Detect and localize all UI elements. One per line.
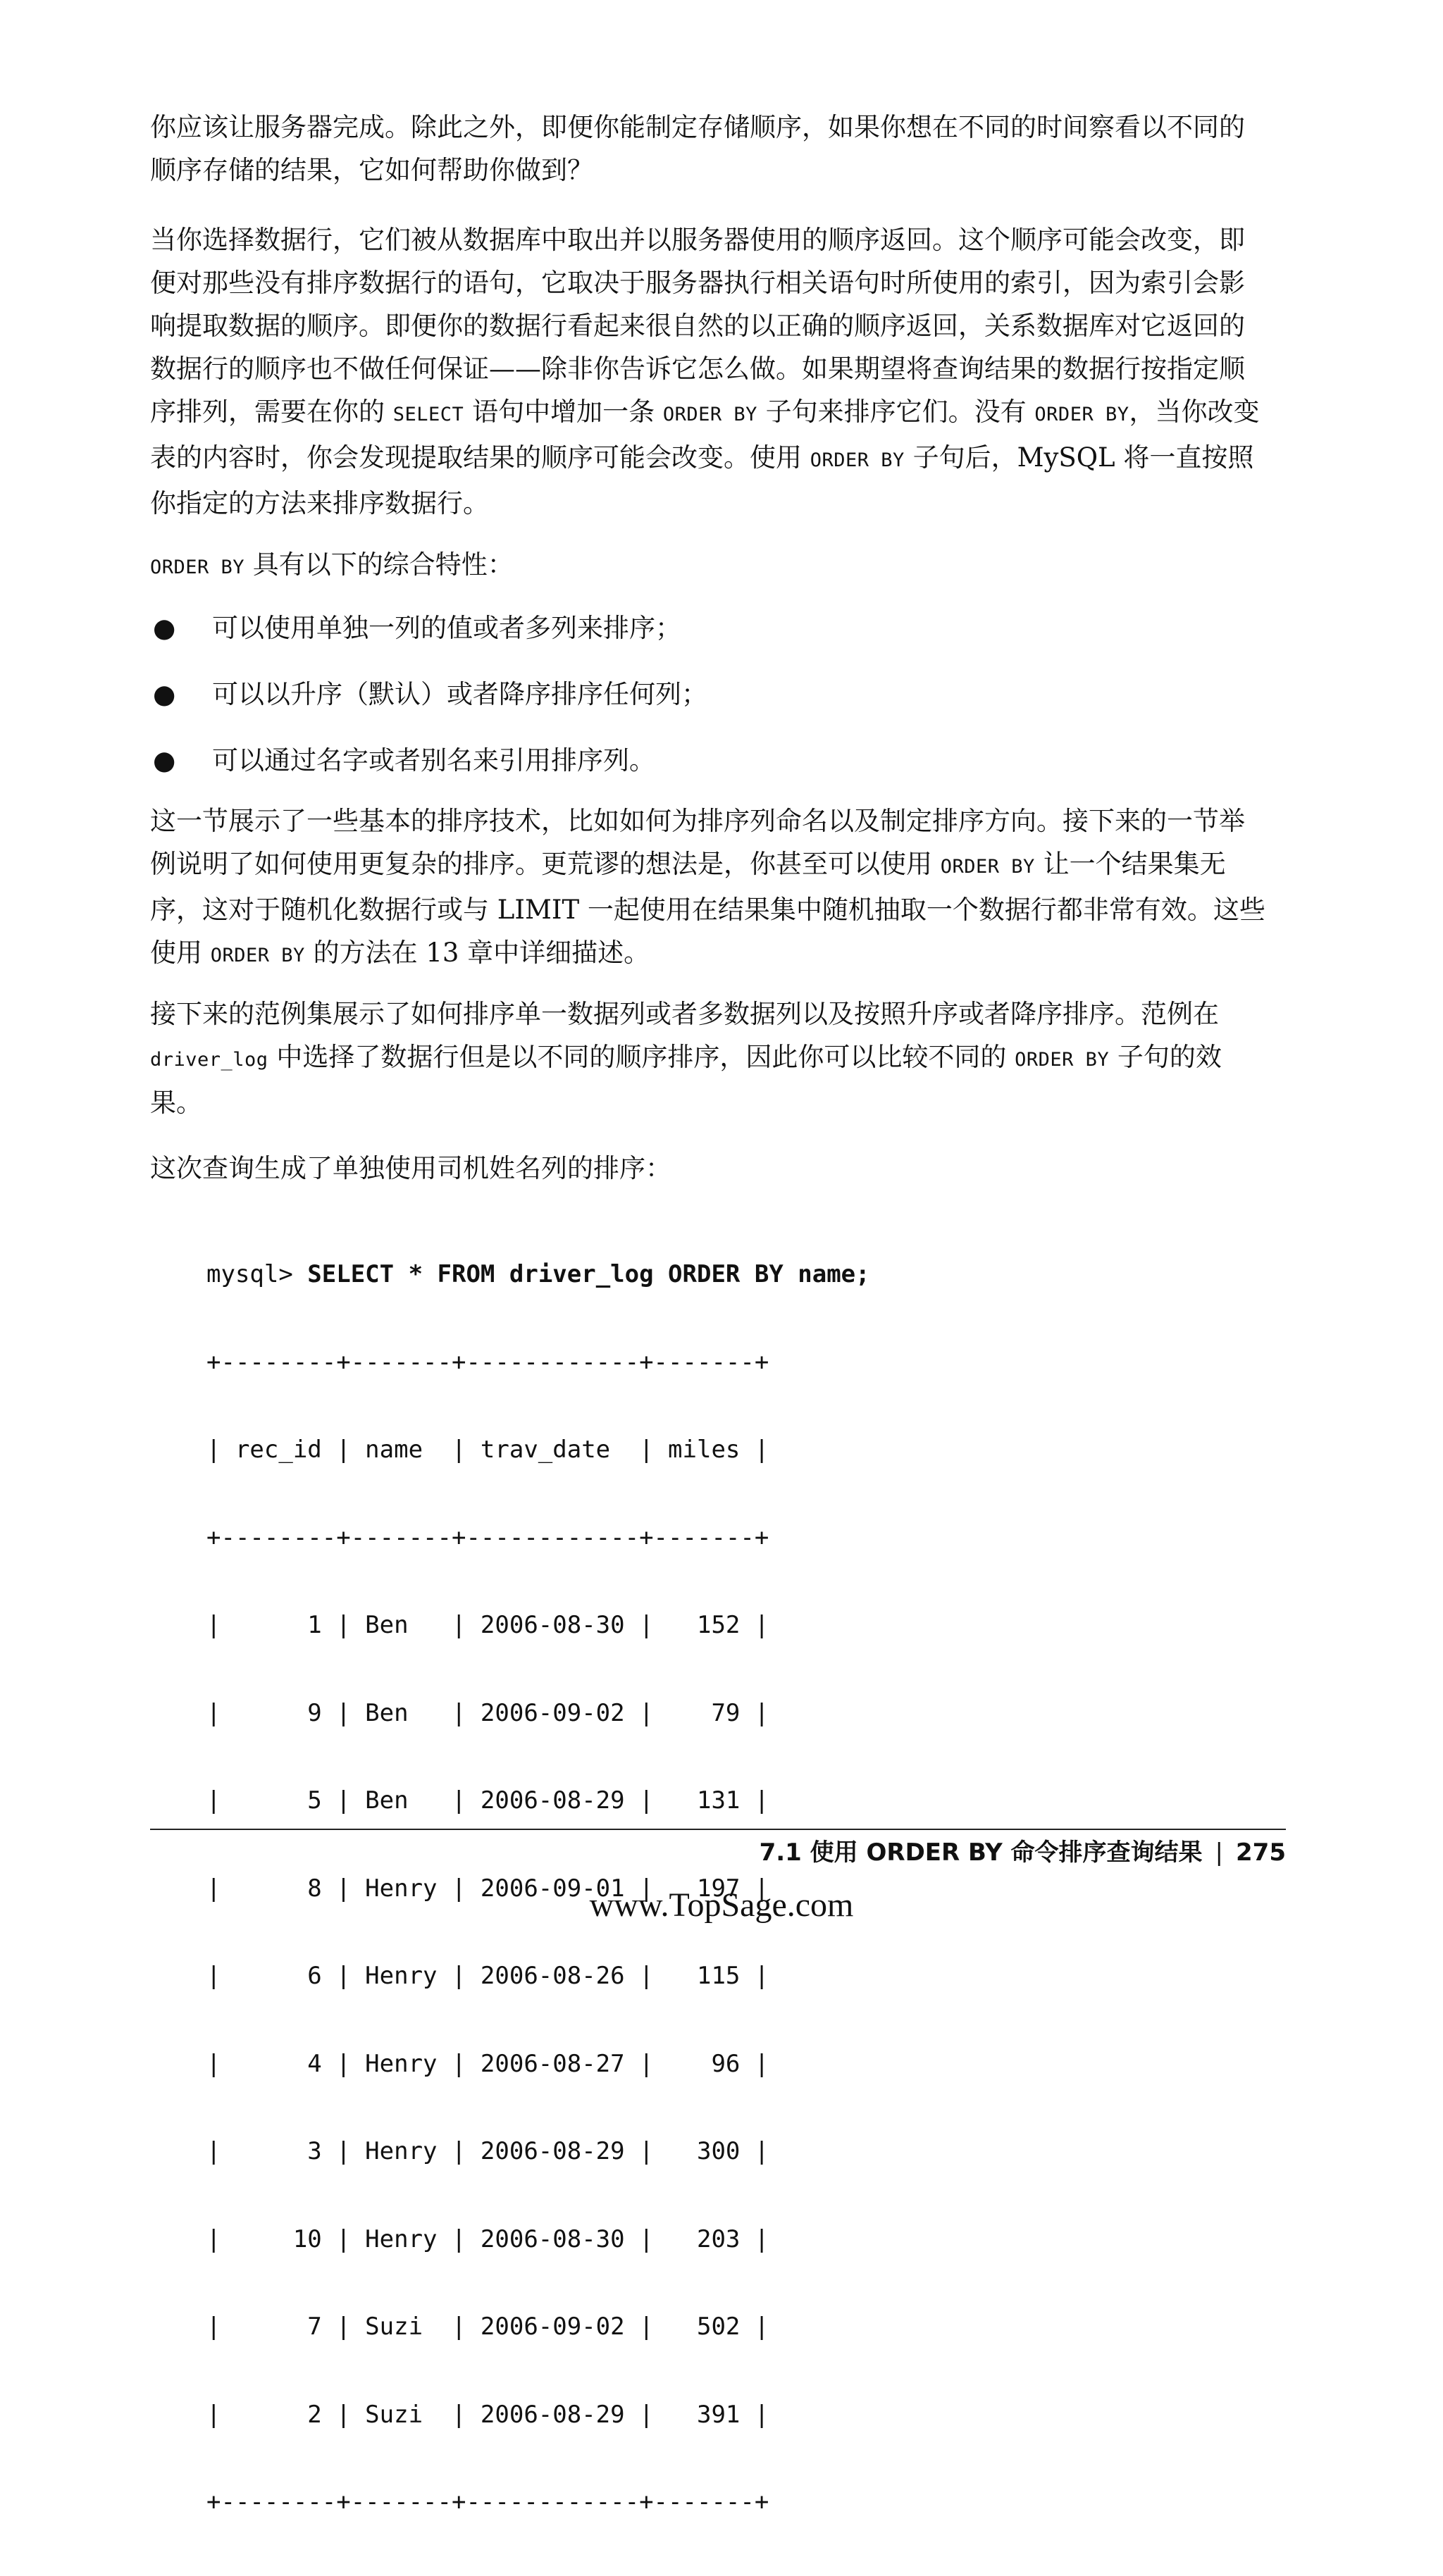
inline-code-order-by: ORDER BY bbox=[940, 856, 1035, 878]
bullet-icon: ● bbox=[153, 745, 176, 776]
list-item bbox=[150, 673, 1267, 716]
table-row: | 6 | Henry | 2006-08-26 | 115 | bbox=[206, 1962, 769, 1990]
running-footer bbox=[150, 1831, 1286, 1874]
paragraph-1 bbox=[150, 106, 1267, 192]
inline-code-order-by: ORDER BY bbox=[210, 945, 305, 966]
paragraph-5-text-c: 子句的效果。 bbox=[150, 1042, 1222, 1118]
feature-list bbox=[150, 606, 1267, 805]
table-border-header: +--------+-------+------------+-------+ bbox=[206, 1523, 769, 1552]
table-border-top: +--------+-------+------------+-------+ bbox=[206, 1348, 769, 1376]
footer-section-title: 7.1 使用 ORDER BY 命令排序查询结果 bbox=[759, 1838, 1203, 1867]
paragraph-2 bbox=[150, 218, 1267, 525]
paragraph-4-text-c: 的方法在 13 章中详细描述。 bbox=[304, 938, 650, 968]
page-number: 275 bbox=[1236, 1838, 1286, 1867]
table-row: | 5 | Ben | 2006-08-29 | 131 | bbox=[206, 1786, 769, 1815]
paragraph-2-text-b: 语句中增加一条 bbox=[464, 397, 663, 427]
list-item-text: 可以以升序（默认）或者降序排序任何列； bbox=[212, 679, 707, 709]
table-row: | 8 | Henry | 2006-09-01 | 197 | bbox=[206, 1874, 769, 1903]
paragraph-6-text: 这次查询生成了单独使用司机姓名列的排序： bbox=[150, 1153, 671, 1183]
paragraph-6 bbox=[150, 1147, 1267, 1190]
query-line bbox=[206, 1260, 870, 1290]
paragraph-5-text-a: 接下来的范例集展示了如何排序单一数据列或者多数据列以及按照升序或者降序排序。范例在 bbox=[150, 999, 1219, 1029]
paragraph-4-text-a: 这一节展示了一些基本的排序技术，比如如何为排序列命名以及制定排序方向。接下来的一节举例说明了如何使用更复杂的排序。更荒谬的想法是，你甚至可以使用 bbox=[150, 806, 1245, 879]
paragraph-2-text-e: 子句后，MySQL 将一直按照你指定的方法来排序数据行。 bbox=[150, 442, 1254, 518]
paragraph-3 bbox=[150, 543, 1267, 589]
table-row: | 1 | Ben | 2006-08-30 | 152 | bbox=[206, 1611, 769, 1639]
paragraph-3-text: 具有以下的综合特性： bbox=[244, 549, 514, 580]
paragraph-1-text: 你应该让服务器完成。除此之外，即便你能制定存储顺序，如果你想在不同的时间察看以不同的顺序存储的结果，它如何帮助你做到？ bbox=[150, 112, 1245, 185]
table-row: | 10 | Henry | 2006-08-30 | 203 | bbox=[206, 2225, 769, 2253]
inline-code-order-by: ORDER BY bbox=[810, 449, 905, 471]
table-header-row: | rec_id | name | trav_date | miles | bbox=[206, 1436, 769, 1464]
list-item bbox=[150, 606, 1267, 649]
table-row: | 7 | Suzi | 2006-09-02 | 502 | bbox=[206, 2313, 769, 2341]
paragraph-5-text-b: 中选择了数据行但是以不同的顺序排序，因此你可以比较不同的 bbox=[268, 1042, 1015, 1072]
watermark-url: www.TopSage.com bbox=[589, 1886, 854, 1924]
footer-rule bbox=[150, 1829, 1286, 1830]
list-item-text: 可以通过名字或者别名来引用排序列。 bbox=[212, 745, 655, 776]
inline-code-order-by: ORDER BY bbox=[1034, 404, 1129, 425]
footer-separator: | bbox=[1215, 1838, 1224, 1867]
paragraph-2-text-a: 当你选择数据行，它们被从数据库中取出并以服务器使用的顺序返回。这个顺序可能会改变，即便对那些没有排序数据行的语句，它取决于服务器执行相关语句时所使用的索引，因为索引会影响提取数据的顺序。即便你的数据行看起来很自然的以正确的顺序返回，关系数据库对它返回的数据行的顺序也不做任何保证——除非你告诉它怎么做。如果期望将查询结果的数据行按指定顺序排列，需要在你的 bbox=[150, 225, 1245, 427]
paragraph-5 bbox=[150, 993, 1267, 1124]
sql-command: SELECT * FROM driver_log ORDER BY name; bbox=[307, 1260, 870, 1288]
list-item-text: 可以使用单独一列的值或者多列来排序； bbox=[212, 613, 681, 643]
inline-code-select: SELECT bbox=[392, 404, 464, 425]
paragraph-4-text-b: 让一个结果集无序，这对于随机化数据行或与 LIMIT 一起使用在结果集中随机抽取一个数据行都非常有效。这些使用 bbox=[150, 849, 1265, 968]
bullet-icon: ● bbox=[153, 613, 176, 643]
table-row: | 4 | Henry | 2006-08-27 | 96 | bbox=[206, 2049, 769, 2078]
inline-code-order-by: ORDER BY bbox=[662, 404, 757, 425]
paragraph-2-text-d: ，当你改变表的内容时，你会发现提取结果的顺序可能会改变。使用 bbox=[150, 397, 1260, 473]
paragraph-4 bbox=[150, 799, 1267, 977]
inline-code-order-by: ORDER BY bbox=[150, 556, 245, 578]
table-row: | 3 | Henry | 2006-08-29 | 300 | bbox=[206, 2137, 769, 2165]
paragraph-2-text-c: 子句来排序它们。没有 bbox=[757, 397, 1035, 427]
bullet-icon: ● bbox=[153, 679, 176, 709]
mysql-prompt: mysql> bbox=[206, 1260, 308, 1288]
inline-code-table-name: driver_log bbox=[150, 1049, 268, 1071]
list-item bbox=[150, 739, 1267, 782]
table-row: | 2 | Suzi | 2006-08-29 | 391 | bbox=[206, 2400, 769, 2429]
table-border-bottom: +--------+-------+------------+-------+ bbox=[206, 2488, 769, 2516]
inline-code-order-by: ORDER BY bbox=[1015, 1049, 1110, 1071]
table-row: | 9 | Ben | 2006-09-02 | 79 | bbox=[206, 1698, 769, 1727]
